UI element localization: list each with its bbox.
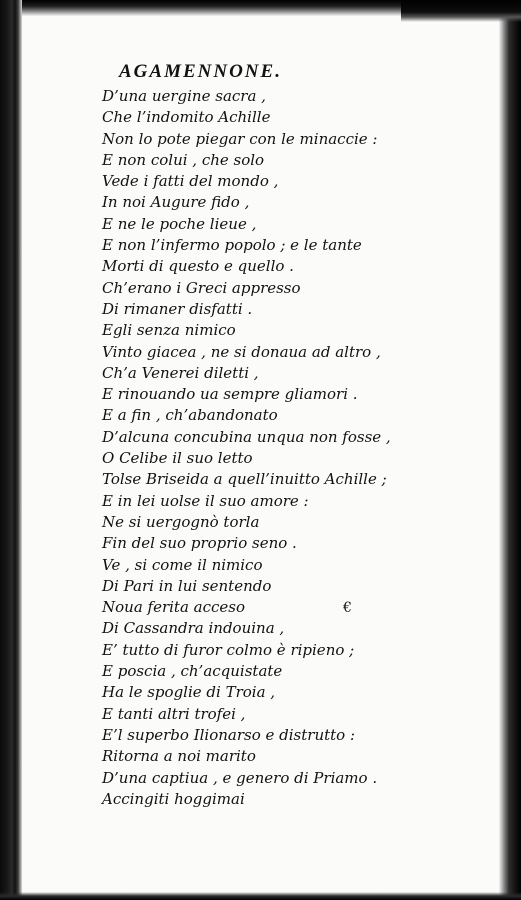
verse-line: Di Cassandra indouina , bbox=[102, 619, 285, 638]
verse-line: Ne si uergognò torla bbox=[102, 512, 260, 531]
verse-line: E tanti altri trofei , bbox=[102, 704, 246, 723]
verse-line: D’una uergine sacra , bbox=[102, 87, 266, 105]
verse-line: Che l’indomito Achille bbox=[102, 108, 271, 127]
speaker-heading: AGAMENNONE. bbox=[119, 61, 282, 82]
verse-line: E’ tutto di furor colmo è ripieno ; bbox=[102, 640, 355, 659]
verse-line: Ve , si come il nimico bbox=[102, 555, 263, 574]
margin-mark: € bbox=[343, 600, 352, 616]
verse-line: Vede i fatti del mondo , bbox=[102, 172, 279, 191]
page-binding-edge bbox=[0, 0, 22, 900]
verse-line: Di rimaner disfatti . bbox=[102, 299, 253, 318]
verse-line: Egli senza nimico bbox=[102, 321, 236, 340]
verse-line: In noi Augure fido , bbox=[102, 193, 250, 212]
page-bottom-edge bbox=[0, 892, 521, 900]
verse-line: E non l’infermo popolo ; e le tante bbox=[102, 236, 362, 255]
verse-line: Fin del suo proprio seno . bbox=[102, 534, 297, 553]
verse-line: Noua ferita acceso bbox=[102, 598, 246, 617]
verse-line: E poscia , ch’acquistate bbox=[102, 662, 283, 681]
verse-line: E ne le poche lieue , bbox=[102, 214, 257, 233]
verse-line: Tolse Briseida a quell’inuitto Achille ; bbox=[102, 470, 387, 489]
verse-line: E’l superbo Ilionarso e distrutto : bbox=[102, 725, 356, 744]
verse-line: Ch’a Venerei diletti , bbox=[102, 363, 259, 382]
verse-line: Accingiti hoggimai bbox=[102, 789, 245, 808]
verse-line: Di Pari in lui sentendo bbox=[102, 576, 272, 595]
verse-lines bbox=[102, 86, 402, 810]
verse-block bbox=[102, 58, 402, 810]
verse-line: O Celibe il suo letto bbox=[102, 449, 253, 468]
page-right-edge bbox=[499, 0, 521, 900]
verse-line: E a fin , ch’abandonato bbox=[102, 406, 278, 425]
verse-line: E non colui , che solo bbox=[102, 150, 265, 169]
verse-line: Ritorna a noi marito bbox=[102, 747, 256, 766]
verse-line: Morti di questo e quello . bbox=[102, 257, 294, 276]
verse-line: E rinouando ua sempre gliamori . bbox=[102, 385, 358, 404]
verse-line: Non lo pote piegar con le minaccie : bbox=[102, 129, 378, 148]
verse-line: Ch’erano i Greci appresso bbox=[102, 278, 301, 297]
verse-line: Ha le spoglie di Troia , bbox=[102, 683, 276, 702]
verse-line: Vinto giacea , ne si donaua ad altro , bbox=[102, 342, 381, 361]
page-top-right-shadow bbox=[401, 0, 521, 22]
verse-line: D’una captiua , e genero di Priamo . bbox=[102, 768, 378, 787]
verse-line: D’alcuna concubina unqua non fosse , bbox=[102, 427, 391, 446]
verse-line: E in lei uolse il suo amore : bbox=[102, 491, 309, 510]
